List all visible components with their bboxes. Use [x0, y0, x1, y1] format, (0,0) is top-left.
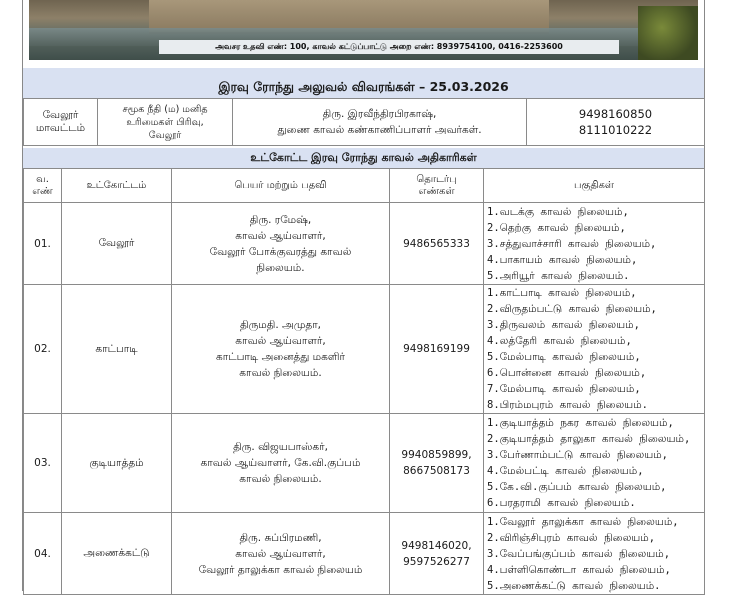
document-sheet: [22, 0, 705, 591]
section-subheader: உட்கோட்ட இரவு ரோந்து காவல் அதிகாரிகள்: [23, 148, 704, 169]
header-sno: வ. எண்: [24, 169, 62, 203]
district-name: வேலூர் மாவட்டம்: [24, 99, 98, 146]
row-subdivision: வேலூர்: [62, 203, 172, 285]
row-sno: 02.: [24, 285, 62, 414]
row-subdivision: குடியாத்தம்: [62, 414, 172, 513]
row-phone: 9940859899, 8667508173: [390, 414, 484, 513]
district-officer: திரு. இரவீந்திரபிரகாஷ், துணை காவல் கண்காணிப்பாளர் அவர்கள்.: [233, 99, 527, 146]
row-phone: 9498169199: [390, 285, 484, 414]
row-sno: 03.: [24, 414, 62, 513]
row-areas: 1.வடக்கு காவல் நிலையம், 2.தெற்கு காவல் நிலையம், 3.சத்துவாச்சாரி காவல் நிலையம், 4.பாகாயம் காவல் நிலையம், 5.அரியூர் காவல் நிலையம்.: [484, 203, 705, 285]
row-areas: 1.குடியாத்தம் நகர காவல் நிலையம், 2.குடியாத்தம் தாலுகா காவல் நிலையம், 3.பேர்ணாம்பட்டு காவல் நிலையம், 4.மேல்பட்டி காவல் நிலையம், 5.கே.வி.குப்பம் காவல் நிலையம், 6.பரதராமி காவல் நிலையம்.: [484, 414, 705, 513]
table-row: [24, 203, 705, 285]
row-phone: 9486565333: [390, 203, 484, 285]
table-row: [24, 285, 705, 414]
header-contact: தொடர்பு எண்கள்: [390, 169, 484, 203]
header-areas: பகுதிகள்: [484, 169, 705, 203]
table-row: [24, 414, 705, 513]
header-name: பெயர் மற்றும் பதவி: [172, 169, 390, 203]
patrol-officers-table: [23, 168, 705, 595]
trees-image: [638, 6, 698, 60]
district-phones: 9498160850 8111010222: [527, 99, 705, 146]
row-sno: 04.: [24, 513, 62, 595]
table-header-row: [24, 169, 705, 203]
row-officer: திரு. ரமேஷ், காவல் ஆய்வாளர், வேலூர் போக்குவரத்து காவல் நிலையம்.: [172, 203, 390, 285]
emergency-contact-strip: அவசர உதவி எண்: 100, காவல் கட்டுப்பாட்டு அறை எண்: 8939754100, 0416-2253600: [159, 40, 619, 54]
row-subdivision: அணைக்கட்டு: [62, 513, 172, 595]
row-areas: 1.காட்பாடி காவல் நிலையம், 2.விருதம்பட்டு காவல் நிலையம், 3.திருவலம் காவல் நிலையம், 4.லத்தேரி காவல் நிலையம், 5.மேல்பாடி காவல் நிலையம், 6.பொன்னை காவல் நிலையம், 7.மேல்பாடி காவல் நிலையம், 8.பிரம்மபுரம் காவல் நிலையம்.: [484, 285, 705, 414]
row-sno: 01.: [24, 203, 62, 285]
page-title: இரவு ரோந்து அலுவல் விவரங்கள் – 25.03.2026: [23, 68, 704, 98]
row-officer: திரு. சுப்பிரமணி, காவல் ஆய்வாளர், வேலூர் தாலுக்கா காவல் நிலையம்: [172, 513, 390, 595]
row-officer: திரு. விஜயபாஸ்கர், காவல் ஆய்வாளர், கே.வி.குப்பம் காவல் நிலையம்.: [172, 414, 390, 513]
row-officer: திருமதி. அமுதா, காவல் ஆய்வாளர், காட்பாடி அனைத்து மகளிர் காவல் நிலையம்.: [172, 285, 390, 414]
district-officer-table: [23, 98, 705, 146]
row-phone: 9498146020, 9597526277: [390, 513, 484, 595]
wing-name: சமூக நீதி (ம) மனித உரிமைகள் பிரிவு, வேலூர்: [98, 99, 233, 146]
row-subdivision: காட்பாடி: [62, 285, 172, 414]
table-row: [24, 513, 705, 595]
header-subdivision: உட்கோட்டம்: [62, 169, 172, 203]
header-banner-photo: [29, 0, 698, 60]
district-row: [24, 99, 705, 146]
row-areas: 1.வேலூர் தாலுக்கா காவல் நிலையம், 2.விரிஞ்சிபுரம் காவல் நிலையம், 3.வேப்பங்குப்பம் காவல் நிலையம், 4.பள்ளிகொண்டா காவல் நிலையம், 5.அணைக்கட்டு காவல் நிலையம்.: [484, 513, 705, 595]
